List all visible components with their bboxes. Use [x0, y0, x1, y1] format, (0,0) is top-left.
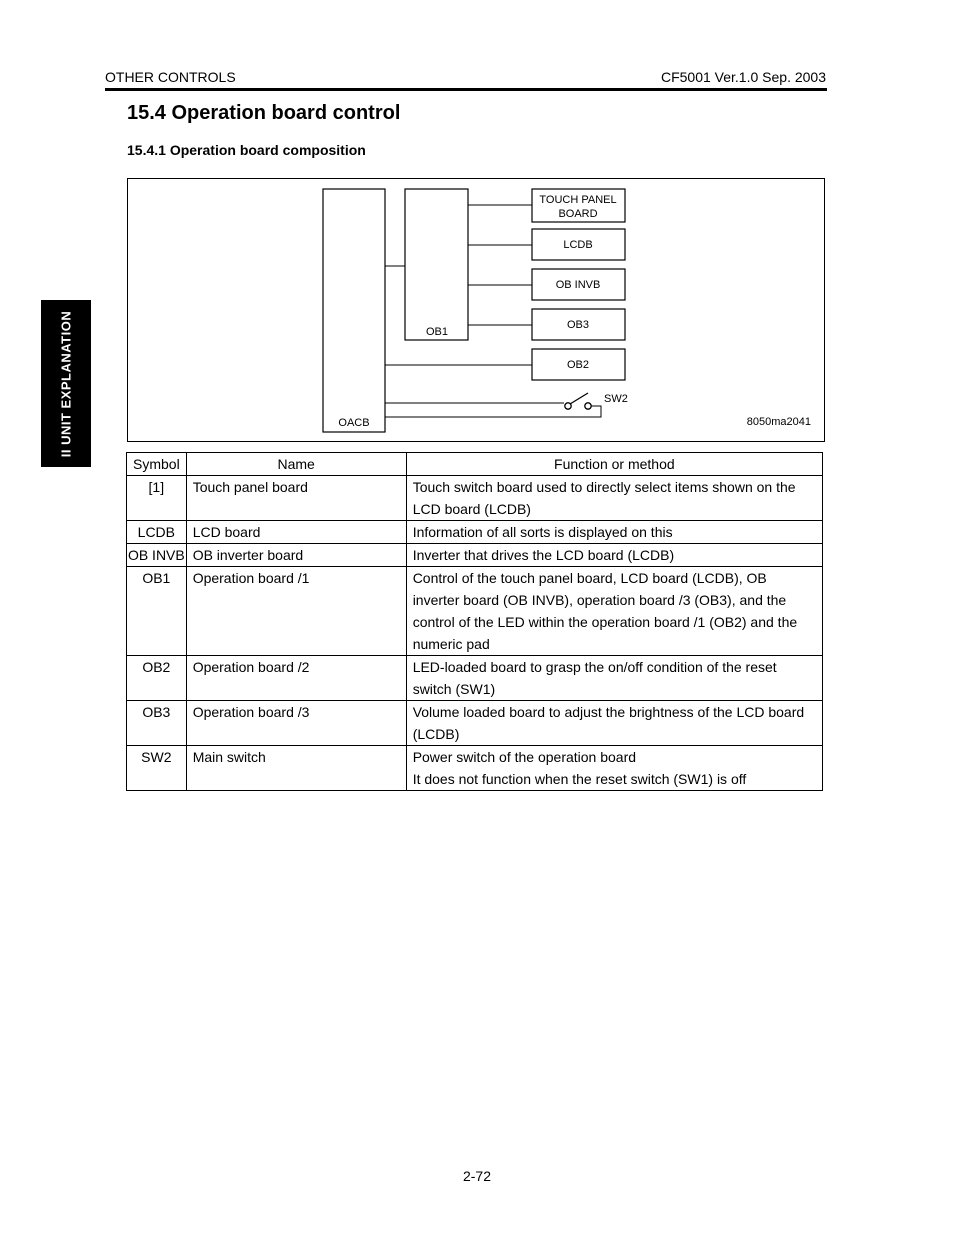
cell-function	[406, 746, 822, 791]
cell-symbol: OB INVB	[127, 544, 187, 567]
cell-function-line-1: Power switch of the operation board	[412, 749, 637, 765]
ob1-label: OB1	[425, 326, 449, 338]
ob1-box	[405, 189, 468, 340]
cell-name: Operation board /3	[186, 701, 406, 746]
section-title: 15.4 Operation board control	[127, 102, 401, 124]
cell-name: Main switch	[186, 746, 406, 791]
diagram-svg	[127, 178, 825, 442]
table-row	[127, 476, 823, 521]
oacb-label: OACB	[338, 417, 370, 429]
cell-function-line-2: It does not function when the reset switch (SW1) is off	[412, 771, 747, 787]
cell-function: LED-loaded board to grasp the on/off condition of the reset switch (SW1)	[406, 656, 822, 701]
cell-name: Touch panel board	[186, 476, 406, 521]
cell-function: Volume loaded board to adjust the brightness of the LCD board (LCDB)	[406, 701, 822, 746]
header-document-id: CF5001 Ver.1.0 Sep. 2003	[660, 69, 826, 85]
lcdb-label: LCDB	[563, 239, 593, 251]
composition-table	[126, 452, 823, 791]
table-row	[127, 544, 823, 567]
cell-symbol: [1]	[127, 476, 187, 521]
cell-name: LCD board	[186, 521, 406, 544]
cell-function: Control of the touch panel board, LCD board (LCDB), OB inverter board (OB INVB), operation board /3 (OB3), and the control of the LED within the operation board /1 (OB2) and the numeric pad	[406, 567, 822, 656]
figure-id: 8050ma2041	[746, 416, 811, 428]
col-header-name: Name	[186, 453, 406, 476]
cell-name: OB inverter board	[186, 544, 406, 567]
cell-name: Operation board /2	[186, 656, 406, 701]
table-header-row	[127, 453, 823, 476]
cell-function: Touch switch board used to directly select items shown on the LCD board (LCDB)	[406, 476, 822, 521]
col-header-function: Function or method	[406, 453, 822, 476]
table-row	[127, 567, 823, 656]
side-tab-label: II UNIT EXPLANATION	[58, 310, 74, 458]
touch-panel-label-2: BOARD	[558, 208, 598, 220]
cell-symbol: OB1	[127, 567, 187, 656]
sw2-contact-right	[585, 403, 591, 409]
cell-function: Information of all sorts is displayed on this	[406, 521, 822, 544]
cell-name: Operation board /1	[186, 567, 406, 656]
table-row	[127, 701, 823, 746]
subsection-title: 15.4.1 Operation board composition	[127, 142, 366, 158]
side-tab	[41, 300, 91, 467]
page-number: 2-72	[462, 1168, 492, 1184]
header-rule	[105, 88, 827, 91]
cell-symbol: OB3	[127, 701, 187, 746]
table-row	[127, 521, 823, 544]
header-section: OTHER CONTROLS	[105, 69, 236, 85]
composition-diagram	[127, 178, 825, 442]
table-row	[127, 746, 823, 791]
col-header-symbol: Symbol	[127, 453, 187, 476]
ob3-label: OB3	[566, 319, 590, 331]
oacb-box	[323, 189, 385, 432]
cell-symbol: SW2	[127, 746, 187, 791]
sw2-lever	[570, 393, 588, 404]
table-row	[127, 656, 823, 701]
touch-panel-label-1: TOUCH PANEL	[539, 194, 617, 206]
cell-function: Inverter that drives the LCD board (LCDB)	[406, 544, 822, 567]
cell-symbol: OB2	[127, 656, 187, 701]
sw2-label: SW2	[604, 393, 628, 405]
ob2-label: OB2	[566, 359, 590, 371]
cell-symbol: LCDB	[127, 521, 187, 544]
diagram-frame	[128, 179, 825, 442]
ob-invb-label: OB INVB	[555, 279, 601, 291]
